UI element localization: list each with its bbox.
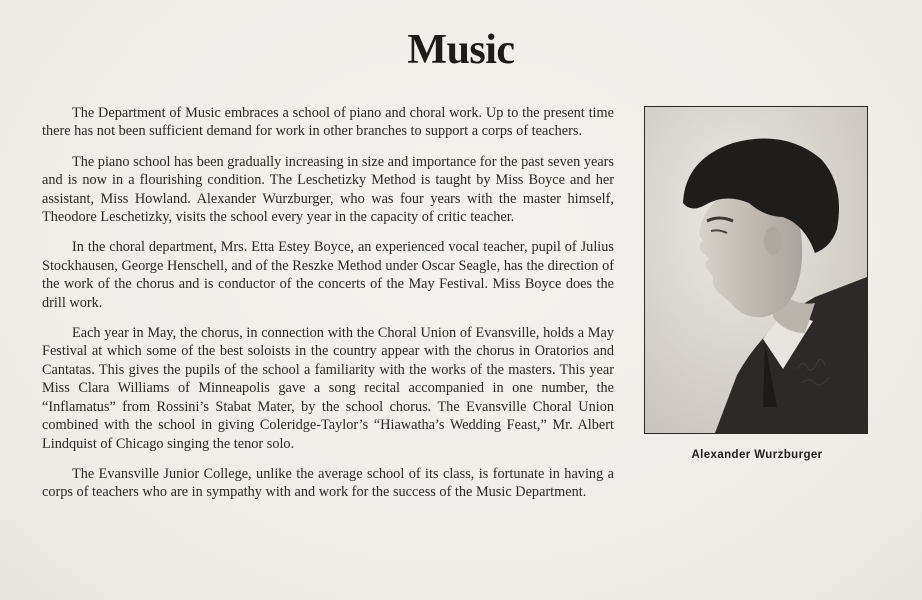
paragraph-may-festival: Each year in May, the chorus, in connection with the Choral Union of Evansville, holds a May Festival at which some of the best soloists in the country appear with the chorus in Oratorios and Cantatas. This gives the pupils of the school a familiarity with the works of the masters. This year Miss Clara Williams of Minneapolis gave a song recital accompanied in one number, the “Inflamatus” from Rossini’s Stabat Mater, by the school chorus. The Evansville Choral Union combined with the school in giving Coleridge-Taylor’s “Hiawatha’s Wedding Feast,” Mr. Albert Lindquist of Chicago singing the tenor solo.: [42, 325, 614, 452]
portrait-figure: [636, 106, 878, 468]
paragraph-choral-department: In the choral department, Mrs. Etta Estey Boyce, an experienced vocal teacher, pupil of Julius Stockhausen, George Henschell, and of the Reszke Method under Oscar Seagle, has the direction of the work of the chorus and is conductor of the concerts of the May Festival. Miss Boyce does the drill work.: [42, 239, 614, 311]
portrait-photo: [644, 106, 868, 434]
paragraph-closing: The Evansville Junior College, unlike the average school of its class, is fortunate in having a corps of teachers who are in sympathy with and work for the success of the Music Department.: [42, 465, 614, 501]
article-body: [42, 104, 878, 514]
portrait-photo-icon: [645, 107, 867, 433]
paragraph-intro: The Department of Music embraces a school of piano and choral work. Up to the present time there has not been sufficient demand for work in other branches to support a corps of teachers.: [42, 105, 614, 140]
paragraph-piano-school: The piano school has been gradually increasing in size and importance for the past seven years and is now in a flourishing condition. The Leschetizky Method is taught by Miss Boyce and her assistant, Miss Howland. Alexander Wurzburger, who was four years with the master himself, Theodore Leschetizky, visits the school every year in the capacity of critic teacher.: [42, 153, 614, 226]
portrait-caption: Alexander Wurzburger: [691, 449, 823, 461]
page-title: Music: [407, 27, 515, 73]
